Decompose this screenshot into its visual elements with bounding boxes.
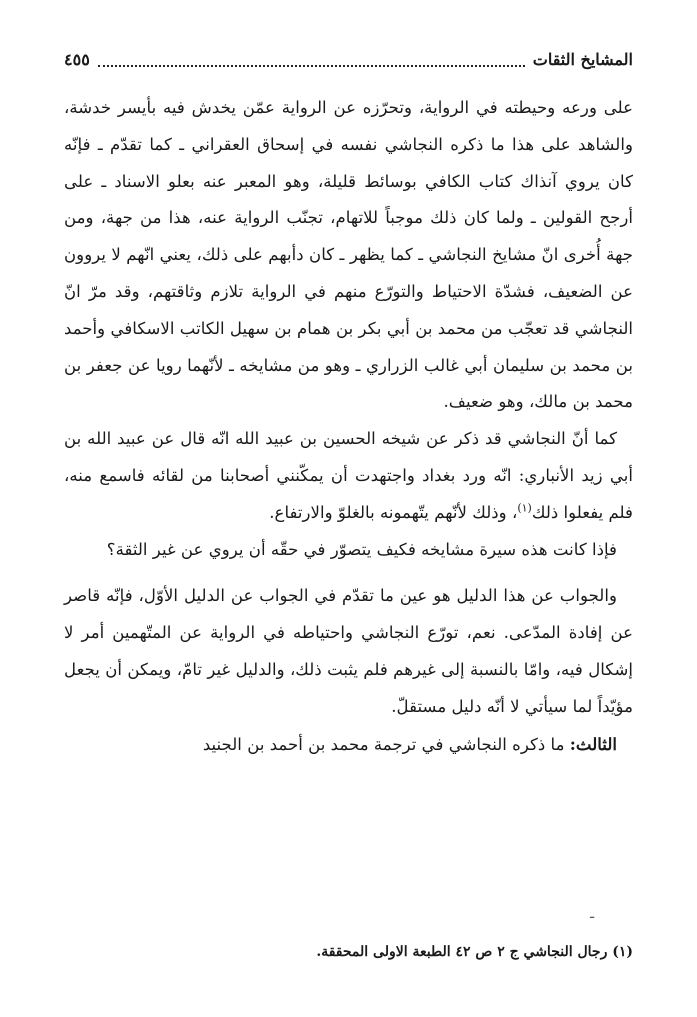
paragraph-4: والجواب عن هذا الدليل هو عين ما تقدّم في الجواب عن الدليل الأوّل، فإنّه قاصر عن إفادة المدّعى. نعم، تورّع النجاشي واحتياطه في الرواية عن المتّهمين أمر لا إشكال فيه، وامّا بالنسبة إلى غيرهم فلم يثبت ذلك، والدليل غير تامّ، ويمكن أن يجعل مؤيّداً لما سيأتي لا أنّه دليل مستقلّ. <box>64 586 633 716</box>
paragraph-5-lead: الثالث: <box>569 733 617 754</box>
footnote: (١) رجال النجاشي ج ٢ ص ٤٢ الطبعة الاولى المحققة. <box>316 944 633 960</box>
paragraph-2-text-after: ، وذلك لأنّهم يتّهمونه بالغلوّ والارتفاع. <box>269 502 518 522</box>
paragraph-5-text: ما ذكره النجاشي في ترجمة محمد بن أحمد بن الجنيد <box>202 734 570 754</box>
paragraph-2 <box>64 421 633 531</box>
paragraph-3: فإذا كانت هذه سيرة مشايخه فكيف يتصوّر في حقّه أن يروي عن غير الثقة؟ <box>106 539 617 559</box>
paragraph-5 <box>64 726 633 764</box>
stray-mark: ـ <box>590 906 595 922</box>
header-title: المشايخ الثقات <box>532 49 633 69</box>
body-text <box>64 90 633 763</box>
header-dot-leader <box>98 55 525 67</box>
paragraph-2-text-before: كما أنّ النجاشي قد ذكر عن شيخه الحسين بن عبيد الله انّه قال عن عبيد الله بن أبي زيد الأنباري: انّه ورد بغداد واجتهدت أن يمكّنني أصحابنا من لقائه فاسمع منه، فلم يفعلوا ذلك <box>64 429 633 522</box>
footnote-reference[interactable]: (١) <box>517 501 532 515</box>
page-number: ٤٥٥ <box>64 49 90 69</box>
paragraph-1: على ورعه وحيطته في الرواية، وتحرّزه عن الرواية عمّن يخدش فيه بأيسر خدشة، والشاهد على هذا ما ذكره النجاشي نفسه في إسحاق العقراني ـ كما تقدّم ـ فإنّه كان يروي آنذاك كتاب الكافي بوسائط قليلة، وهو المعبر عنه بعلو الاسناد ـ على أرجح القولين ـ ولما كان ذلك موجباً للاتهام، تجنّب الرواية عنه، هذا من جهة، ومن جهة أُخرى انّ مشايخ النجاشي ـ كما يظهر ـ كان دأبهم على ذلك، يعني انّهم لا يروون عن الضعيف، فشدّة الاحتياط والتورّع منهم في الرواية تلازم وثاقتهم، وقد مرّ انّ النجاشي قد تعجّب من محمد بن أبي بكر بن همام بن سهيل الكاتب الاسكافي وأحمد بن محمد بن سليمان أبي غالب الزراري ـ وهو من مشايخه ـ لأنّهما رويا عن جعفر بن محمد بن مالك، وهو ضعيف. <box>64 98 633 412</box>
running-header <box>64 44 633 74</box>
